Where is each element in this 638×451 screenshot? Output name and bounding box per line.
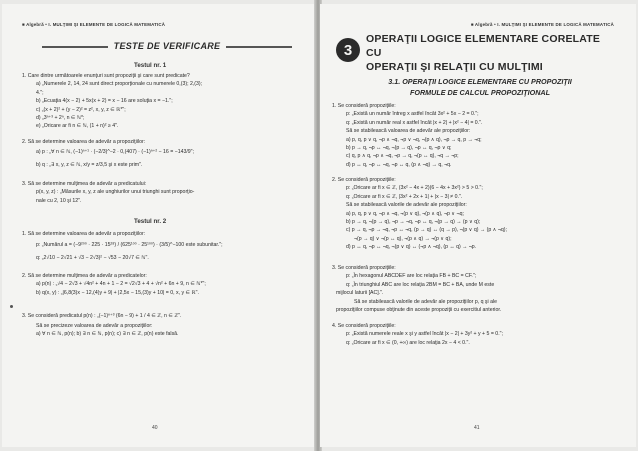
right-exercise-4 [332, 322, 503, 347]
exercise-line: nale cu 2, 10 şi 12". [36, 197, 82, 204]
exercise-line: 1. Care dintre următoarele enunţuri sunt propoziţii şi care sunt predicate? [22, 73, 190, 79]
exercise-line: e) „Oricare ar fi n ∈ ℕ, (1 + n)² ≥ 4". [36, 123, 119, 130]
exercise-line: a) p(n) : „√4 − 2√3 + √4n² + 4n + 1 − 2 = √2√3 + 4 + √n² + 6n + 9, n ∈ ℕ*"; [36, 281, 206, 288]
exercise-line: p: „Oricare ar fi x ∈ ℤ, (3x² − 4x + 2)(6 − 4x + 3x²) > 5 > 0."; [346, 185, 483, 192]
exercise-line: 3. Se consideră propoziţiile: [332, 265, 396, 271]
left-exercise-3 [22, 180, 194, 205]
exercise-line: 3. Se consideră predicatul p(n) : „(−1)ⁿ⁺³ (6n − 9) + 1 / 4 ∈ ℤ, n ∈ ℤ". [22, 313, 182, 319]
right-page [320, 4, 636, 447]
exercise-line: a) p, q, p ∨ q, ¬p ∧ ¬q, ¬p ∨ ¬q, ¬(p ∧ q), ¬p → q, p → ¬q; [346, 136, 482, 143]
test2-title: Testul nr. 2 [134, 218, 167, 225]
left-running-head: ■ Algebră • I. MULŢIMI ŞI ELEMENTE DE LOGICĂ MATEMATICĂ [22, 22, 166, 27]
left-exercise-6 [22, 310, 181, 339]
exercise-line: Să se stabilească valorile de adevăr ale propoziţiilor: [346, 202, 467, 209]
left-exercise-2 [22, 138, 194, 172]
chapter-title-line: OPERAŢII LOGICE ELEMENTARE CORELATE CU [366, 33, 601, 59]
exercise-line: b) q(x, y) : „|6,8(3)x − 12,(4)y + 9| + |2,5x − 15,(3)y + 10| = 0, x, y ∈ ℝ". [36, 289, 199, 296]
exercise-line: a) p, q, p ∨ q, ¬p ∧ ¬q, ¬(p ∨ q), ¬(p ∧ q), ¬p ∨ ¬q; [346, 210, 464, 217]
exercise-line: p: „Există un număr întreg x astfel încât 3x² + 5x − 2 = 0."; [346, 111, 479, 118]
subsection-title [360, 76, 600, 98]
exercise-line: mijlocul laturii [AC].". [336, 290, 384, 297]
exercise-line: c) q, p ∧ q, ¬p ∧ ¬q, ¬p → q, ¬(p ↔ q), ¬q → ¬p; [346, 153, 459, 160]
exercise-line: q: „2√10 − 2√21 + √3 − 2√3)² − √53 − 20√7 ∈ ℕ". [36, 255, 149, 262]
exercise-line: 2. Să se determine mulţimea de adevăr a predicatelor: [22, 273, 147, 279]
exercise-line: 4. Se consideră propoziţiile: [332, 323, 396, 329]
exercise-line: b) p → q, ¬p ↔ ¬q, ¬(p → q), ¬p ↔ q, ¬p ∨ q; [346, 145, 452, 152]
exercise-line: q: „În triunghiul ABC are loc relaţia 2BM = BC + BA, unde M este [346, 281, 495, 288]
right-exercise-1 [332, 102, 482, 169]
exercise-line: b) q : „∃ x, y, z ∈ ℕ, x/y = z/3,5 şi x este prim". [36, 162, 143, 169]
exercise-line: Să se precizeze valoarea de adevăr a propoziţiilor: [36, 323, 153, 329]
right-exercise-2 [332, 176, 507, 252]
chapter-number-badge: 3 [336, 38, 360, 62]
right-running-head: ■ Algebră • I. MULŢIMI ŞI ELEMENTE DE LOGICĂ MATEMATICĂ [470, 22, 614, 27]
exercise-line: q: „Oricare ar fi x ∈ ℤ, |3x² + 2x + 1| + |x − 3| ≠ 0.". [346, 193, 463, 200]
exercise-line: d) p ↔ q, ¬p ↔ ¬q, ¬(p ∨ q) ↔ (¬p ∧ ¬q), (p ↔ q) → ¬p. [346, 244, 477, 251]
left-page-number: 40 [152, 425, 158, 431]
exercise-line: a) ∀ n ∈ ℕ, p(n); b) ∃ n ∈ ℕ, p(n); c) ∃ n ∈ ℤ, p(n) este falsă. [36, 331, 179, 338]
exercise-line: Să se stabilească valoarea de adevăr ale propoziţiilor: [346, 128, 471, 135]
exercise-line: q: „Oricare ar fi x ∈ (0, +∞) are loc relaţia 2x − 4 < 0.". [346, 339, 470, 346]
exercise-line: Să se stabilească valorile de adevăr ale propoziţiilor p, q şi ale [354, 298, 498, 305]
exercise-line: a) „Numerele 2, 14, 24 sunt direct proporţionale cu numerele 0,(3); 2,(3); [36, 81, 203, 88]
left-page [2, 4, 316, 447]
chapter-title-line: OPERAŢII ŞI RELAŢII CU MULŢIMI [366, 61, 543, 73]
test1-title: Testul nr. 1 [134, 62, 167, 69]
exercise-line: ¬(p → q) ∨ ¬(p ↔ q), ¬(p ∧ q) → ¬(p ∨ q); [354, 235, 452, 242]
exercise-line: p: „În hexagonul ABCDEF are loc relaţia FB + BC = CF."; [346, 273, 477, 280]
exercise-line: b) p → q, ¬(p → q), ¬p → ¬q, ¬p ↔ q, ¬(p → q) → (p ∨ q); [346, 219, 481, 226]
exercise-line: c) „(x + 2)² + (y − 2)² = z², x, y, z ∈ ℝ*"; [36, 106, 126, 113]
margin-dot [10, 305, 13, 308]
exercise-line: q: „Există un număr real x astfel încât |x + 2| + |x² − 4| = 0.". [346, 119, 483, 126]
exercise-line: p: „Numărul a = (−9²⁰⁰ · 225 · 15²⁸) / (625¹⁰⁰ · 25¹⁰⁰) · (3/5)^−100 este subunitar."; [36, 242, 223, 249]
left-exercise-5 [22, 272, 206, 297]
subsection-title-line: FORMULE DE CALCUL PROPOZIŢIONAL [409, 88, 551, 97]
exercise-line: a) p : „∀ n ∈ ℕ, (−1)ⁿ⁺¹ · (−2/3)^−2 · 0,(407) · (−1)ⁿ⁺² − 16 = −143/9"; [36, 149, 194, 156]
left-exercise-1 [22, 72, 202, 131]
exercise-line: p(x, y, z) : „Măsurile x, y, z ale unghiurilor unui triunghi sunt proporţio- [36, 189, 195, 196]
subsection-title-line: 3.1. OPERAŢII LOGICE ELEMENTARE CU PROPOZIŢII [388, 77, 572, 86]
chapter-title [366, 32, 616, 74]
exercise-line: 2. Să se determine valoarea de adevăr a propoziţiilor: [22, 139, 146, 145]
exercise-line: d) p ↔ q, ¬p ↔ ¬q, ¬p ↔ q, (p ∧ ¬q) → q, ¬q. [346, 161, 452, 168]
exercise-line: propoziţiilor compuse obţinute din aceste propoziţii cu exercitiul anterior. [336, 307, 502, 314]
exercise-line: 1. Să se determine valoarea de adevăr a propoziţiilor: [22, 231, 146, 237]
left-exercise-4 [22, 230, 223, 264]
exercise-line: 2. Se consideră propoziţiile: [332, 177, 396, 183]
exercise-line: 1. Se consideră propoziţiile: [332, 103, 396, 109]
exercise-line: b) „Ecuaţia 4(x − 2) + 5x(x + 2) = x − 16 are soluţia x = −1."; [36, 98, 173, 105]
exercise-line: 3. Să se determine mulţimea de adevăr a predicatului: [22, 181, 147, 187]
exercise-line: p: „Există numerele reale x şi y astfel încât |x − 2| + 3y² + y + 5 = 0."; [346, 331, 503, 338]
exercise-line: d) „3ⁿ⁺³ + 2ⁿ, n ∈ ℕ*; [36, 115, 85, 122]
section-title [42, 40, 292, 52]
right-page-number: 41 [474, 425, 480, 431]
right-exercise-3 [332, 264, 501, 314]
section-title-text: TESTE DE VERIFICARE [108, 41, 227, 51]
exercise-line: c) p → q, ¬p → ¬q, ¬p ↔ ¬q, (p → q) ↔ (q → p), ¬(p ∨ q) → (p ∧ ¬q); [346, 227, 507, 234]
exercise-line: 4."; [36, 89, 44, 96]
